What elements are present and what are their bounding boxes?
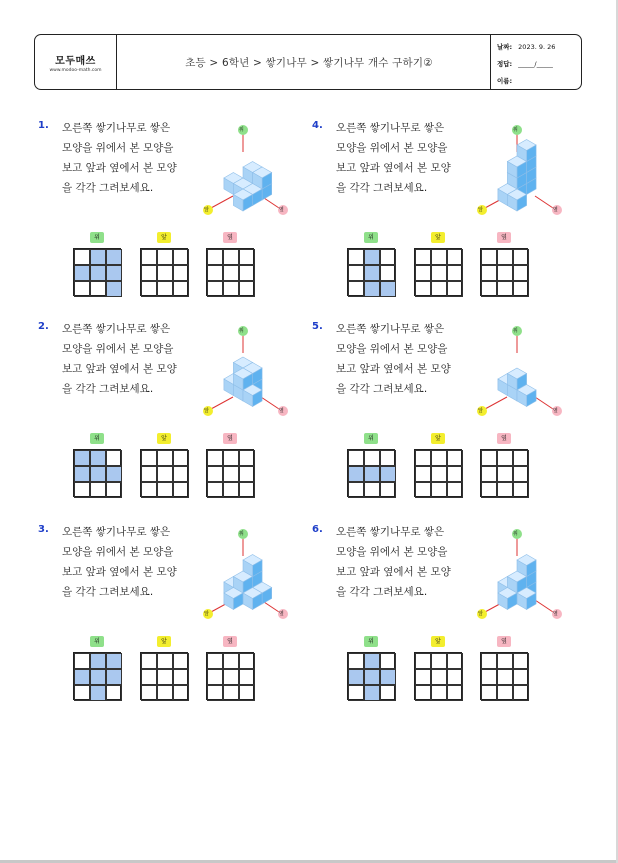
side-view-label: 옆: [497, 433, 511, 444]
grid-cell[interactable]: [223, 281, 239, 297]
side-view-label: 옆: [497, 232, 511, 243]
grid-cell[interactable]: [173, 249, 189, 265]
problem-text-line: 오른쪽 쌓기나무로 쌓은: [62, 122, 171, 134]
date-label: 날짜:: [497, 43, 513, 51]
grid-cell[interactable]: [157, 249, 173, 265]
problem-text-line: 오른쪽 쌓기나무로 쌓은: [336, 122, 445, 134]
grid-cell[interactable]: [141, 482, 157, 498]
grid-cell: [106, 653, 122, 669]
date-row: [497, 42, 555, 51]
grid-cell: [90, 466, 106, 482]
grid-cell[interactable]: [141, 466, 157, 482]
grid-cell[interactable]: [223, 450, 239, 466]
top-view-grid: [347, 652, 395, 700]
grid-cell: [106, 466, 122, 482]
problem-text-line: 모양을 위에서 본 모양을: [336, 142, 448, 154]
grid-cell[interactable]: [157, 653, 173, 669]
grid-cell[interactable]: [157, 281, 173, 297]
problem-text-line: 을 각각 그려보세요.: [62, 383, 154, 395]
grid-cell[interactable]: [447, 466, 463, 482]
grid-cell: [106, 669, 122, 685]
grid-cell: [106, 450, 122, 466]
problem-number: 5.: [312, 321, 323, 332]
grid-cell[interactable]: [481, 653, 497, 669]
grid-cell[interactable]: [141, 281, 157, 297]
name-row: [497, 76, 512, 85]
grid-cell[interactable]: [173, 466, 189, 482]
grid-cell[interactable]: [447, 685, 463, 701]
grid-cell[interactable]: [513, 685, 529, 701]
grid-cell: [380, 466, 396, 482]
grid-cell[interactable]: [513, 450, 529, 466]
marker-top-label: 위: [513, 127, 518, 133]
grid-cell[interactable]: [447, 653, 463, 669]
grid-cell[interactable]: [415, 265, 431, 281]
grid-cell: [348, 685, 364, 701]
front-view-label: 앞: [157, 433, 171, 444]
grid-cell[interactable]: [513, 466, 529, 482]
front-view-grid[interactable]: [414, 449, 462, 497]
grid-cell[interactable]: [497, 265, 513, 281]
grid-cell[interactable]: [173, 653, 189, 669]
problem-3: [38, 524, 308, 714]
grid-cell[interactable]: [141, 265, 157, 281]
problem-2: [38, 321, 308, 511]
grid-cell[interactable]: [513, 265, 529, 281]
grid-cell[interactable]: [415, 653, 431, 669]
side-view-grid[interactable]: [206, 248, 254, 296]
grid-cell[interactable]: [447, 450, 463, 466]
grid-cell: [364, 685, 380, 701]
grid-cell[interactable]: [239, 685, 255, 701]
grid-cell: [380, 249, 396, 265]
grid-cell: [380, 685, 396, 701]
marker-side-label: 옆: [553, 207, 558, 213]
grid-cell[interactable]: [223, 482, 239, 498]
grid-cell: [90, 653, 106, 669]
grid-cell[interactable]: [223, 249, 239, 265]
side-view-grid[interactable]: [206, 449, 254, 497]
grid-cell[interactable]: [173, 281, 189, 297]
grid-cell: [348, 265, 364, 281]
worksheet-header: [34, 34, 582, 90]
top-view-label: 위: [90, 636, 104, 647]
grid-cell[interactable]: [239, 653, 255, 669]
grid-cell: [106, 265, 122, 281]
name-label: 이름:: [497, 77, 513, 85]
grid-cell[interactable]: [141, 685, 157, 701]
problem-text-line: 보고 앞과 옆에서 본 모양: [62, 162, 177, 174]
grid-cell: [106, 281, 122, 297]
brand-url: www.modoo-math.com: [49, 68, 102, 73]
grid-cell[interactable]: [223, 669, 239, 685]
problem-text-line: 보고 앞과 옆에서 본 모양: [336, 363, 451, 375]
problem-text-line: 모양을 위에서 본 모양을: [62, 142, 174, 154]
problem-4: [312, 120, 582, 310]
marker-front-label: 앞: [478, 207, 483, 213]
grid-cell[interactable]: [207, 482, 223, 498]
problem-text-line: 을 각각 그려보세요.: [62, 586, 154, 598]
side-view-label: 옆: [497, 636, 511, 647]
problem-5: [312, 321, 582, 511]
side-view-grid[interactable]: [480, 449, 528, 497]
problem-text-line: 오른쪽 쌓기나무로 쌓은: [336, 526, 445, 538]
grid-cell[interactable]: [431, 265, 447, 281]
side-view-label: 옆: [223, 232, 237, 243]
top-view-grid: [73, 652, 121, 700]
problem-text-line: 을 각각 그려보세요.: [336, 182, 428, 194]
grid-cell[interactable]: [431, 450, 447, 466]
problem-text-line: 오른쪽 쌓기나무로 쌓은: [62, 323, 171, 335]
problem-text-line: 모양을 위에서 본 모양을: [336, 343, 448, 355]
grid-cell[interactable]: [447, 482, 463, 498]
grid-cell[interactable]: [481, 281, 497, 297]
grid-cell[interactable]: [239, 281, 255, 297]
grid-cell[interactable]: [415, 249, 431, 265]
marker-side-label: 옆: [553, 611, 558, 617]
grid-cell[interactable]: [447, 265, 463, 281]
grid-cell: [90, 249, 106, 265]
grid-cell[interactable]: [431, 482, 447, 498]
grid-cell[interactable]: [497, 466, 513, 482]
marker-top-label: 위: [513, 531, 518, 537]
marker-side-label: 옆: [279, 611, 284, 617]
grid-cell[interactable]: [481, 685, 497, 701]
grid-cell: [348, 482, 364, 498]
grid-cell[interactable]: [223, 265, 239, 281]
cube-stack-figure: [203, 524, 293, 629]
grid-cell: [364, 466, 380, 482]
grid-cell[interactable]: [431, 281, 447, 297]
front-view-grid[interactable]: [140, 449, 188, 497]
grid-cell[interactable]: [447, 669, 463, 685]
grid-cell: [348, 669, 364, 685]
grid-cell: [364, 653, 380, 669]
problem-number: 1.: [38, 120, 49, 131]
problem-number: 2.: [38, 321, 49, 332]
grid-cell[interactable]: [497, 669, 513, 685]
grid-cell: [364, 281, 380, 297]
problem-number: 3.: [38, 524, 49, 535]
grid-cell[interactable]: [141, 249, 157, 265]
problem-1: [38, 120, 308, 310]
grid-cell[interactable]: [481, 249, 497, 265]
grid-cell[interactable]: [415, 669, 431, 685]
grid-cell[interactable]: [481, 450, 497, 466]
grid-cell: [364, 249, 380, 265]
grid-cell[interactable]: [415, 450, 431, 466]
cube-stack-figure: [203, 120, 293, 225]
grid-cell[interactable]: [497, 482, 513, 498]
grid-cell: [90, 669, 106, 685]
top-view-grid: [347, 449, 395, 497]
grid-cell: [74, 265, 90, 281]
grid-cell: [364, 265, 380, 281]
grid-cell: [90, 281, 106, 297]
grid-cell: [74, 482, 90, 498]
grid-cell: [348, 450, 364, 466]
grid-cell[interactable]: [157, 685, 173, 701]
cube-stack-figure: [203, 321, 293, 426]
grid-cell[interactable]: [497, 281, 513, 297]
front-view-label: 앞: [431, 232, 445, 243]
front-view-label: 앞: [431, 433, 445, 444]
cube-stack-figure: [477, 321, 567, 426]
grid-cell[interactable]: [207, 265, 223, 281]
grid-cell: [106, 482, 122, 498]
marker-front-label: 앞: [478, 408, 483, 414]
grid-cell[interactable]: [497, 685, 513, 701]
grid-cell[interactable]: [415, 685, 431, 701]
grid-cell: [364, 450, 380, 466]
grid-cell[interactable]: [207, 669, 223, 685]
grid-cell: [380, 281, 396, 297]
grid-cell: [380, 450, 396, 466]
grid-cell: [364, 669, 380, 685]
grid-cell[interactable]: [513, 669, 529, 685]
grid-cell[interactable]: [207, 281, 223, 297]
grid-cell[interactable]: [481, 482, 497, 498]
marker-top-label: 위: [239, 127, 244, 133]
grid-cell[interactable]: [431, 249, 447, 265]
grid-cell: [380, 482, 396, 498]
grid-cell[interactable]: [223, 685, 239, 701]
grid-cell[interactable]: [481, 466, 497, 482]
grid-cell[interactable]: [223, 653, 239, 669]
grid-cell: [74, 653, 90, 669]
grid-cell[interactable]: [431, 669, 447, 685]
grid-cell: [380, 669, 396, 685]
info-cell: [490, 35, 583, 89]
problem-text-line: 모양을 위에서 본 모양을: [62, 343, 174, 355]
marker-top-label: 위: [513, 328, 518, 334]
grid-cell[interactable]: [415, 482, 431, 498]
grid-cell: [74, 685, 90, 701]
answer-label: 정답:: [497, 60, 513, 68]
grid-cell[interactable]: [157, 669, 173, 685]
problem-text-line: 을 각각 그려보세요.: [336, 586, 428, 598]
marker-side-label: 옆: [553, 408, 558, 414]
marker-side-label: 옆: [279, 207, 284, 213]
problem-text-line: 보고 앞과 옆에서 본 모양: [62, 566, 177, 578]
grid-cell: [106, 685, 122, 701]
side-view-label: 옆: [223, 433, 237, 444]
front-view-label: 앞: [157, 636, 171, 647]
grid-cell: [74, 466, 90, 482]
grid-cell: [380, 653, 396, 669]
grid-cell[interactable]: [431, 653, 447, 669]
side-view-grid[interactable]: [480, 248, 528, 296]
marker-front-label: 앞: [204, 611, 209, 617]
side-view-label: 옆: [223, 636, 237, 647]
problem-text-line: 보고 앞과 옆에서 본 모양: [336, 162, 451, 174]
top-view-label: 위: [364, 433, 378, 444]
problem-text-line: 을 각각 그려보세요.: [336, 383, 428, 395]
grid-cell[interactable]: [157, 482, 173, 498]
problem-6: [312, 524, 582, 714]
marker-top-label: 위: [239, 531, 244, 537]
grid-cell[interactable]: [207, 685, 223, 701]
problem-text-line: 오른쪽 쌓기나무로 쌓은: [336, 323, 445, 335]
grid-cell[interactable]: [431, 466, 447, 482]
grid-cell[interactable]: [207, 450, 223, 466]
front-view-label: 앞: [157, 232, 171, 243]
grid-cell: [348, 653, 364, 669]
grid-cell[interactable]: [207, 249, 223, 265]
grid-cell[interactable]: [497, 249, 513, 265]
grid-cell[interactable]: [173, 265, 189, 281]
grid-cell[interactable]: [415, 466, 431, 482]
grid-cell[interactable]: [141, 653, 157, 669]
marker-side-label: 옆: [279, 408, 284, 414]
grid-cell[interactable]: [447, 249, 463, 265]
grid-cell[interactable]: [173, 450, 189, 466]
grid-cell[interactable]: [239, 466, 255, 482]
grid-cell: [74, 669, 90, 685]
grid-cell: [90, 482, 106, 498]
marker-front-label: 앞: [478, 611, 483, 617]
grid-cell[interactable]: [513, 249, 529, 265]
grid-cell[interactable]: [157, 466, 173, 482]
side-view-grid[interactable]: [480, 652, 528, 700]
grid-cell[interactable]: [497, 450, 513, 466]
problem-number: 4.: [312, 120, 323, 131]
marker-front-label: 앞: [204, 207, 209, 213]
grid-cell[interactable]: [141, 450, 157, 466]
problem-text-line: 모양을 위에서 본 모양을: [62, 546, 174, 558]
top-view-grid: [347, 248, 395, 296]
grid-cell[interactable]: [141, 669, 157, 685]
cube-stack-figure: [477, 524, 567, 629]
grid-cell[interactable]: [513, 281, 529, 297]
grid-cell[interactable]: [431, 685, 447, 701]
grid-cell: [106, 249, 122, 265]
grid-cell: [348, 466, 364, 482]
side-view-grid[interactable]: [206, 652, 254, 700]
grid-cell: [74, 281, 90, 297]
grid-cell: [74, 249, 90, 265]
grid-cell: [364, 482, 380, 498]
grid-cell[interactable]: [513, 482, 529, 498]
problem-text-line: 을 각각 그려보세요.: [62, 182, 154, 194]
logo-cell: [35, 35, 117, 89]
grid-cell[interactable]: [207, 466, 223, 482]
grid-cell[interactable]: [157, 265, 173, 281]
problem-text-line: 모양을 위에서 본 모양을: [336, 546, 448, 558]
grid-cell: [90, 450, 106, 466]
grid-cell[interactable]: [239, 265, 255, 281]
problem-text-line: 보고 앞과 옆에서 본 모양: [336, 566, 451, 578]
grid-cell[interactable]: [239, 482, 255, 498]
grid-cell[interactable]: [447, 281, 463, 297]
marker-front-label: 앞: [204, 408, 209, 414]
grid-cell[interactable]: [239, 669, 255, 685]
problem-text-line: 오른쪽 쌓기나무로 쌓은: [62, 526, 171, 538]
grid-cell[interactable]: [173, 482, 189, 498]
top-view-label: 위: [90, 232, 104, 243]
problem-text-line: 보고 앞과 옆에서 본 모양: [62, 363, 177, 375]
grid-cell: [90, 265, 106, 281]
brand-name: 모두매쓰: [55, 56, 96, 67]
grid-cell: [380, 265, 396, 281]
front-view-label: 앞: [431, 636, 445, 647]
front-view-grid[interactable]: [414, 248, 462, 296]
marker-top-label: 위: [239, 328, 244, 334]
grid-cell: [348, 249, 364, 265]
answer-value: _____/_____: [518, 60, 553, 68]
grid-cell[interactable]: [223, 466, 239, 482]
top-view-label: 위: [90, 433, 104, 444]
grid-cell[interactable]: [207, 653, 223, 669]
grid-cell[interactable]: [481, 265, 497, 281]
grid-cell[interactable]: [415, 281, 431, 297]
front-view-grid[interactable]: [414, 652, 462, 700]
problem-number: 6.: [312, 524, 323, 535]
date-value: 2023. 9. 26: [518, 43, 556, 51]
grid-cell[interactable]: [173, 685, 189, 701]
grid-cell[interactable]: [481, 669, 497, 685]
grid-cell[interactable]: [239, 249, 255, 265]
front-view-grid[interactable]: [140, 248, 188, 296]
grid-cell[interactable]: [513, 653, 529, 669]
grid-cell: [74, 450, 90, 466]
grid-cell: [348, 281, 364, 297]
top-view-label: 위: [364, 636, 378, 647]
grid-cell: [90, 685, 106, 701]
grid-cell[interactable]: [239, 450, 255, 466]
grid-cell[interactable]: [157, 450, 173, 466]
top-view-grid: [73, 248, 121, 296]
grid-cell[interactable]: [173, 669, 189, 685]
top-view-label: 위: [364, 232, 378, 243]
breadcrumb: 초등 > 6학년 > 쌓기나무 > 쌓기나무 개수 구하기②: [185, 56, 433, 69]
top-view-grid: [73, 449, 121, 497]
answer-row: [497, 59, 553, 68]
cube-stack-figure: [477, 120, 567, 225]
grid-cell[interactable]: [497, 653, 513, 669]
front-view-grid[interactable]: [140, 652, 188, 700]
